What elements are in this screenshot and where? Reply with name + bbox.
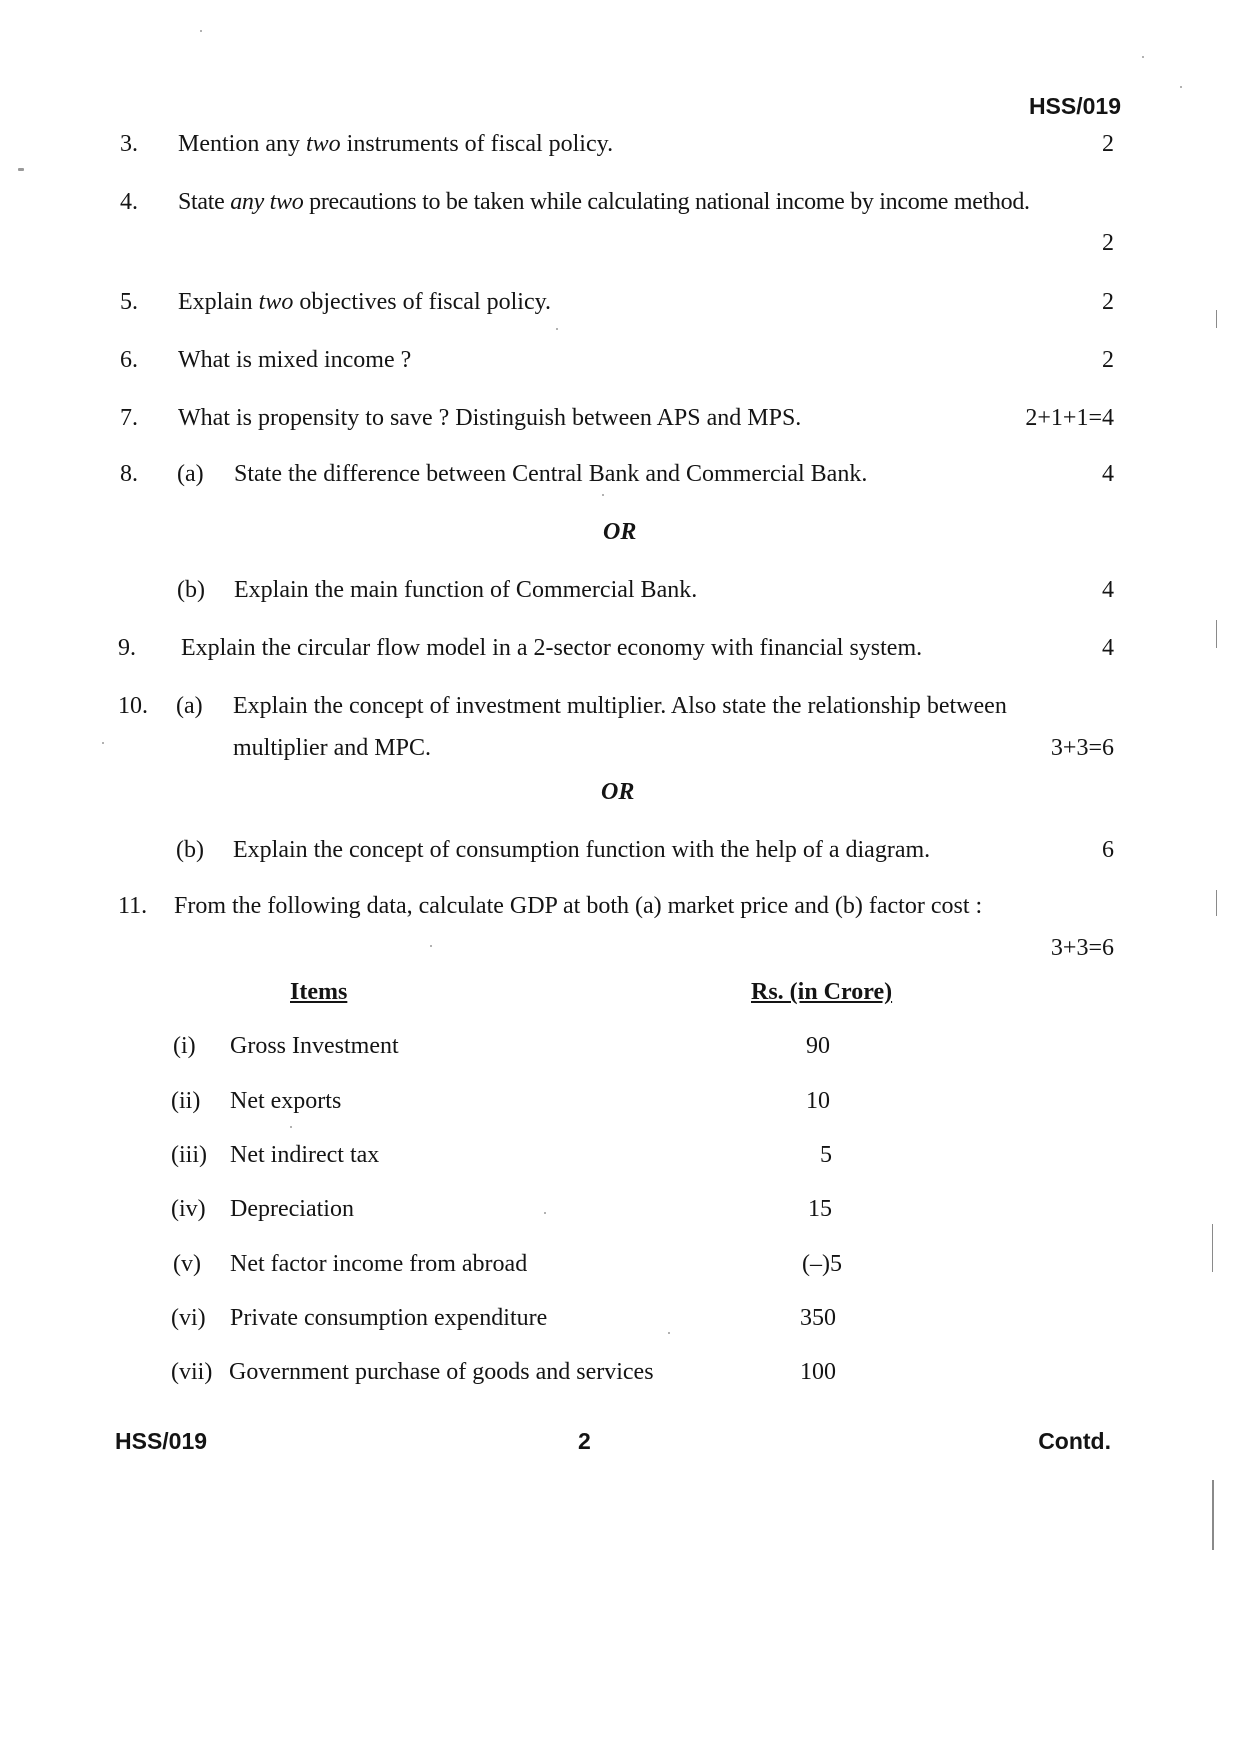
table-row-value: 10 <box>806 1088 830 1114</box>
table-row-item: Net exports <box>230 1088 342 1114</box>
q10a-text-line2: multiplier and MPC. <box>233 735 431 761</box>
table-row-value: 90 <box>806 1033 830 1059</box>
table-row-label: (vii) <box>171 1359 213 1385</box>
q6-number: 6. <box>120 347 138 373</box>
scan-speck <box>290 1126 292 1128</box>
q4-number: 4. <box>120 189 138 215</box>
q11-marks: 3+3=6 <box>1050 935 1114 961</box>
q8b-text: Explain the main function of Commercial Bank. <box>234 577 698 603</box>
table-row-item: Private consumption expenditure <box>230 1305 548 1331</box>
scan-speck <box>668 1332 670 1334</box>
table-row-label: (iv) <box>171 1196 206 1222</box>
q10a-marks: 3+3=6 <box>1050 735 1114 761</box>
footer-contd: Contd. <box>1038 1428 1111 1454</box>
header-paper-code: HSS/019 <box>1028 93 1121 119</box>
q4-marks: 2 <box>1102 230 1114 256</box>
table-header-items: Items <box>290 979 348 1005</box>
q7-text: What is propensity to save ? Distinguish between APS and MPS. <box>178 405 802 431</box>
scan-line <box>1212 1224 1213 1272</box>
q10b-text: Explain the concept of consumption function with the help of a diagram. <box>233 837 931 863</box>
q10a-label: (a) <box>176 693 203 719</box>
table-row-value: 350 <box>800 1305 836 1331</box>
table-row-value: 5 <box>820 1142 832 1168</box>
scan-line <box>1216 890 1217 916</box>
q11-number: 11. <box>118 893 148 919</box>
q6-marks: 2 <box>1102 347 1114 373</box>
q6-text: What is mixed income ? <box>178 347 412 373</box>
scan-speck <box>602 494 604 496</box>
table-header-value: Rs. (in Crore) <box>751 979 893 1005</box>
q8a-label: (a) <box>177 461 204 487</box>
scan-speck <box>1180 86 1182 88</box>
scan-line <box>1216 620 1217 648</box>
table-row-label: (v) <box>173 1251 201 1277</box>
q3-number: 3. <box>120 131 138 157</box>
q9-number: 9. <box>118 635 136 661</box>
q10b-marks: 6 <box>1102 837 1114 863</box>
q10b-label: (b) <box>176 837 204 863</box>
q7-marks: 2+1+1=4 <box>1025 405 1114 431</box>
table-row-label: (i) <box>173 1033 196 1059</box>
scan-speck <box>18 168 24 171</box>
table-row-label: (iii) <box>171 1142 207 1168</box>
footer-paper-code: HSS/019 <box>115 1428 208 1454</box>
q10-number: 10. <box>118 693 148 719</box>
scan-speck <box>1142 56 1144 58</box>
table-row-item: Net factor income from abroad <box>230 1251 528 1277</box>
q5-number: 5. <box>120 289 138 315</box>
q8b-marks: 4 <box>1102 577 1114 603</box>
q5-marks: 2 <box>1102 289 1114 315</box>
table-row-item: Gross Investment <box>230 1033 399 1059</box>
q9-marks: 4 <box>1102 635 1114 661</box>
q10-or: OR <box>601 779 635 805</box>
scan-speck <box>544 1212 546 1214</box>
q11-text: From the following data, calculate GDP at both (a) market price and (b) factor cost : <box>174 893 983 919</box>
q5-text: Explain two objectives of fiscal policy. <box>178 289 552 315</box>
scan-line <box>1212 1480 1214 1550</box>
q8a-marks: 4 <box>1102 461 1114 487</box>
scan-speck <box>200 30 202 32</box>
table-row-item: Depreciation <box>230 1196 354 1222</box>
table-row-value: 15 <box>808 1196 832 1222</box>
q7-number: 7. <box>120 405 138 431</box>
q9-text: Explain the circular flow model in a 2-sector economy with financial system. <box>181 635 923 661</box>
table-row-label: (vi) <box>171 1305 206 1331</box>
table-row-value: 100 <box>800 1359 836 1385</box>
table-row-value: (–)5 <box>802 1251 842 1277</box>
scan-line <box>1216 310 1217 328</box>
table-row-item: Net indirect tax <box>230 1142 380 1168</box>
q8b-label: (b) <box>177 577 205 603</box>
q4-text: State any two precautions to be taken while calculating national income by income method. <box>178 189 1030 215</box>
table-row-item: Government purchase of goods and services <box>229 1359 654 1385</box>
q8-or: OR <box>603 519 637 545</box>
scan-speck <box>430 945 432 947</box>
q8a-text: State the difference between Central Bank and Commercial Bank. <box>234 461 868 487</box>
scan-speck <box>102 742 104 744</box>
footer-page-number: 2 <box>578 1428 591 1454</box>
table-row-label: (ii) <box>171 1088 201 1114</box>
q3-marks: 2 <box>1102 131 1114 157</box>
q8-number: 8. <box>120 461 138 487</box>
q10a-text-line1: Explain the concept of investment multiplier. Also state the relationship between <box>233 693 1007 719</box>
q3-text: Mention any two instruments of fiscal policy. <box>178 131 614 157</box>
scan-speck <box>556 328 558 330</box>
